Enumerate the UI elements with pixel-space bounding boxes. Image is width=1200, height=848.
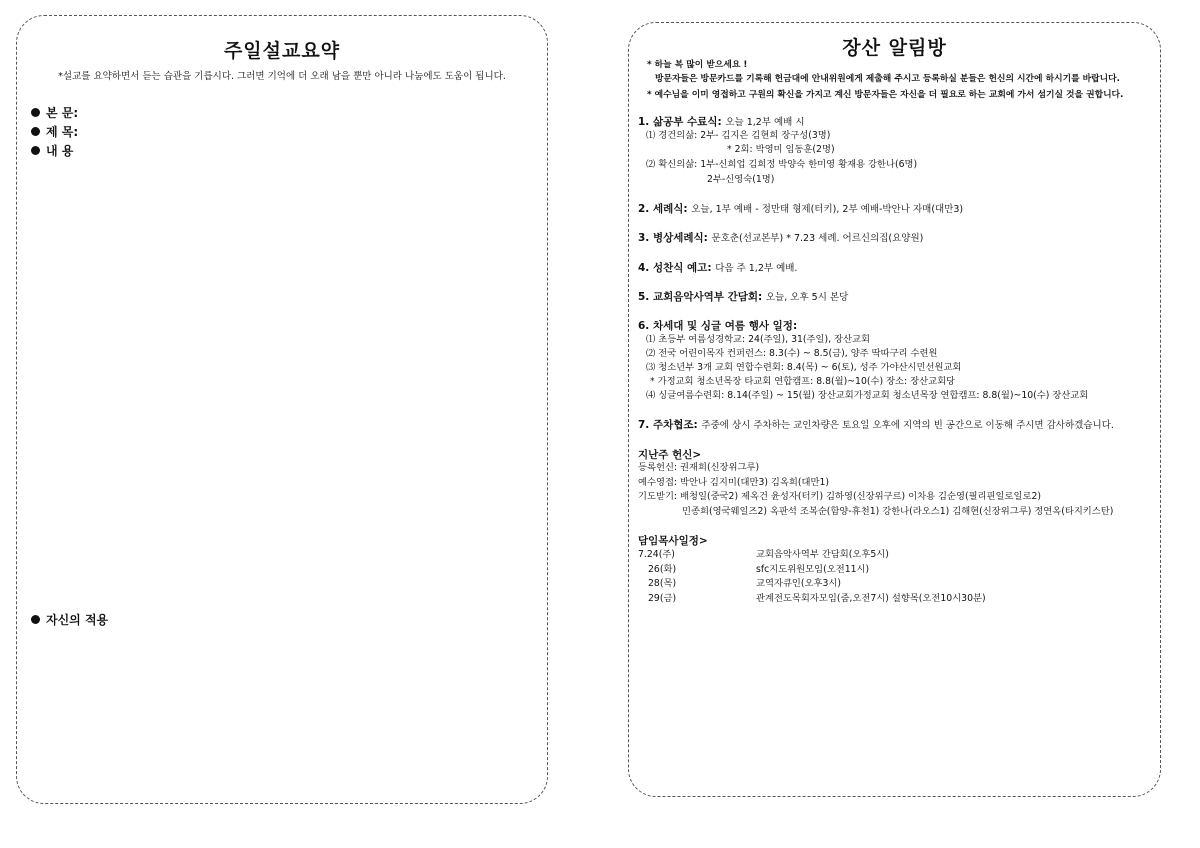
schedule-row: 7.24(주) 교회음악사역부 간담회(오후5시) <box>638 549 889 560</box>
announcement-4: 4. 성찬식 예고: 다음 주 1,2부 예배. <box>638 262 798 274</box>
offering-line: 등록헌신: 권재희(신장위그루) <box>638 462 760 473</box>
sermon-summary-title: 주일설교요약 <box>223 40 341 62</box>
announcement-1: 1. 삶공부 수료식: 오늘 1,2부 예배 시 <box>638 116 805 128</box>
notice-greeting: * 하늘 복 많이 받으세요 ! <box>647 60 748 70</box>
announcements-panel <box>628 22 1161 797</box>
announcement-1-line: ⑴ 경건의삶: 2부- 김지은 김현희 장구성(3명) <box>646 130 831 141</box>
schedule-row: 26(화) sfc지도위원모임(오전11시) <box>648 564 870 575</box>
bullet-icon <box>31 127 40 136</box>
offering-line: 민종희(영국웨일즈2) 옥판석 조복순(함양-휴천1) 강한나(라오스1) 김해현(신장위그루) 정연옥(타지키스탄) <box>682 506 1114 517</box>
bullet-icon <box>31 146 40 155</box>
announcement-6: 6. 차세대 및 싱글 여름 행사 일정: <box>638 320 798 332</box>
field-sermon-title: 제 목: <box>31 123 78 140</box>
field-application: 자신의 적용 <box>31 611 108 628</box>
announcement-5: 5. 교회음악사역부 간담회: 오늘, 오후 5시 본당 <box>638 291 849 303</box>
schedule-row: 28(목) 교역자큐인(오후3시) <box>648 578 842 589</box>
announcement-6-line: ⑴ 초등부 여름성경학교: 24(주일), 31(주일), 장산교회 <box>646 334 870 345</box>
sermon-summary-subtitle: *설교를 요약하면서 듣는 습관을 기릅시다. 그러면 기억에 더 오래 남을 뿐만 아니라 나눔에도 도움이 됩니다. <box>58 71 506 82</box>
sermon-summary-panel <box>16 15 548 804</box>
announcements-title: 장산 알림방 <box>842 37 947 59</box>
announcement-1-line: ⑵ 확신의삶: 1부-신희업 김희정 박양숙 한미영 황재용 강한나(6명) <box>646 159 918 170</box>
schedule-row: 29(금) 관계전도목회자모임(줌,오전7시) 설향목(오전10시30분) <box>648 593 986 604</box>
offering-heading: 지난주 헌신> <box>638 449 702 461</box>
announcement-1-line: 2부-신영숙(1명) <box>707 174 775 185</box>
announcement-6-line: * 가정교회 청소년목장 타교회 연합캠프: 8.8(월)~10(수) 장소: 장산교회당 <box>650 376 956 387</box>
announcement-6-line: ⑷ 싱글여름수련회: 8.14(주일) ~ 15(월) 장산교회가정교회 청소년목장 연합캠프: 8.8(월)~10(수) 장산교회 <box>646 390 1089 401</box>
notice-visitors: 방문자들은 방문카드를 기록해 헌금대에 안내위원에게 제출해 주시고 등록하실 분들은 헌신의 시간에 하시기를 바랍니다. <box>655 74 1120 84</box>
announcement-1-line: * 2회: 박영미 임동훈(2명) <box>727 144 835 155</box>
notice-believers: * 예수님을 이미 영접하고 구원의 확신을 가지고 계신 방문자들은 자신을 더 필요로 하는 교회에 가서 섬기실 것을 권합니다. <box>647 90 1124 100</box>
announcement-6-line: ⑶ 청소년부 3개 교회 연합수련회: 8.4(목) ~ 6(토), 성주 가야산시민선원교회 <box>646 362 962 373</box>
offering-line: 기도받기: 배청일(중국2) 제옥건 윤성자(터키) 김하영(신장위구르) 이차용 김순영(필리핀일로일로2) <box>638 491 1041 502</box>
bullet-icon <box>31 615 40 624</box>
schedule-heading: 담임목사일정> <box>638 535 708 547</box>
announcement-2: 2. 세례식: 오늘, 1부 예배 - 정만태 형제(터키), 2부 예배-박안나 자매(대만3) <box>638 203 964 215</box>
announcement-6-line: ⑵ 전국 어린이목자 컨퍼런스: 8.3(수) ~ 8.5(금), 양주 딱따구리 수련원 <box>646 348 938 359</box>
bullet-icon <box>31 108 40 117</box>
field-scripture: 본 문: <box>31 104 78 121</box>
announcement-7: 7. 주차협조: 주중에 상시 주차하는 교인차량은 토요일 오후에 지역의 빈 공간으로 이동해 주시면 감사하겠습니다. <box>638 419 1114 431</box>
offering-line: 예수영접: 박안나 김지미(대만3) 김옥희(대만1) <box>638 477 830 488</box>
field-content: 내 용 <box>31 142 73 159</box>
announcement-3: 3. 병상세례식: 문호춘(선교본부) * 7.23 세례. 어르신의집(요양원) <box>638 232 924 244</box>
